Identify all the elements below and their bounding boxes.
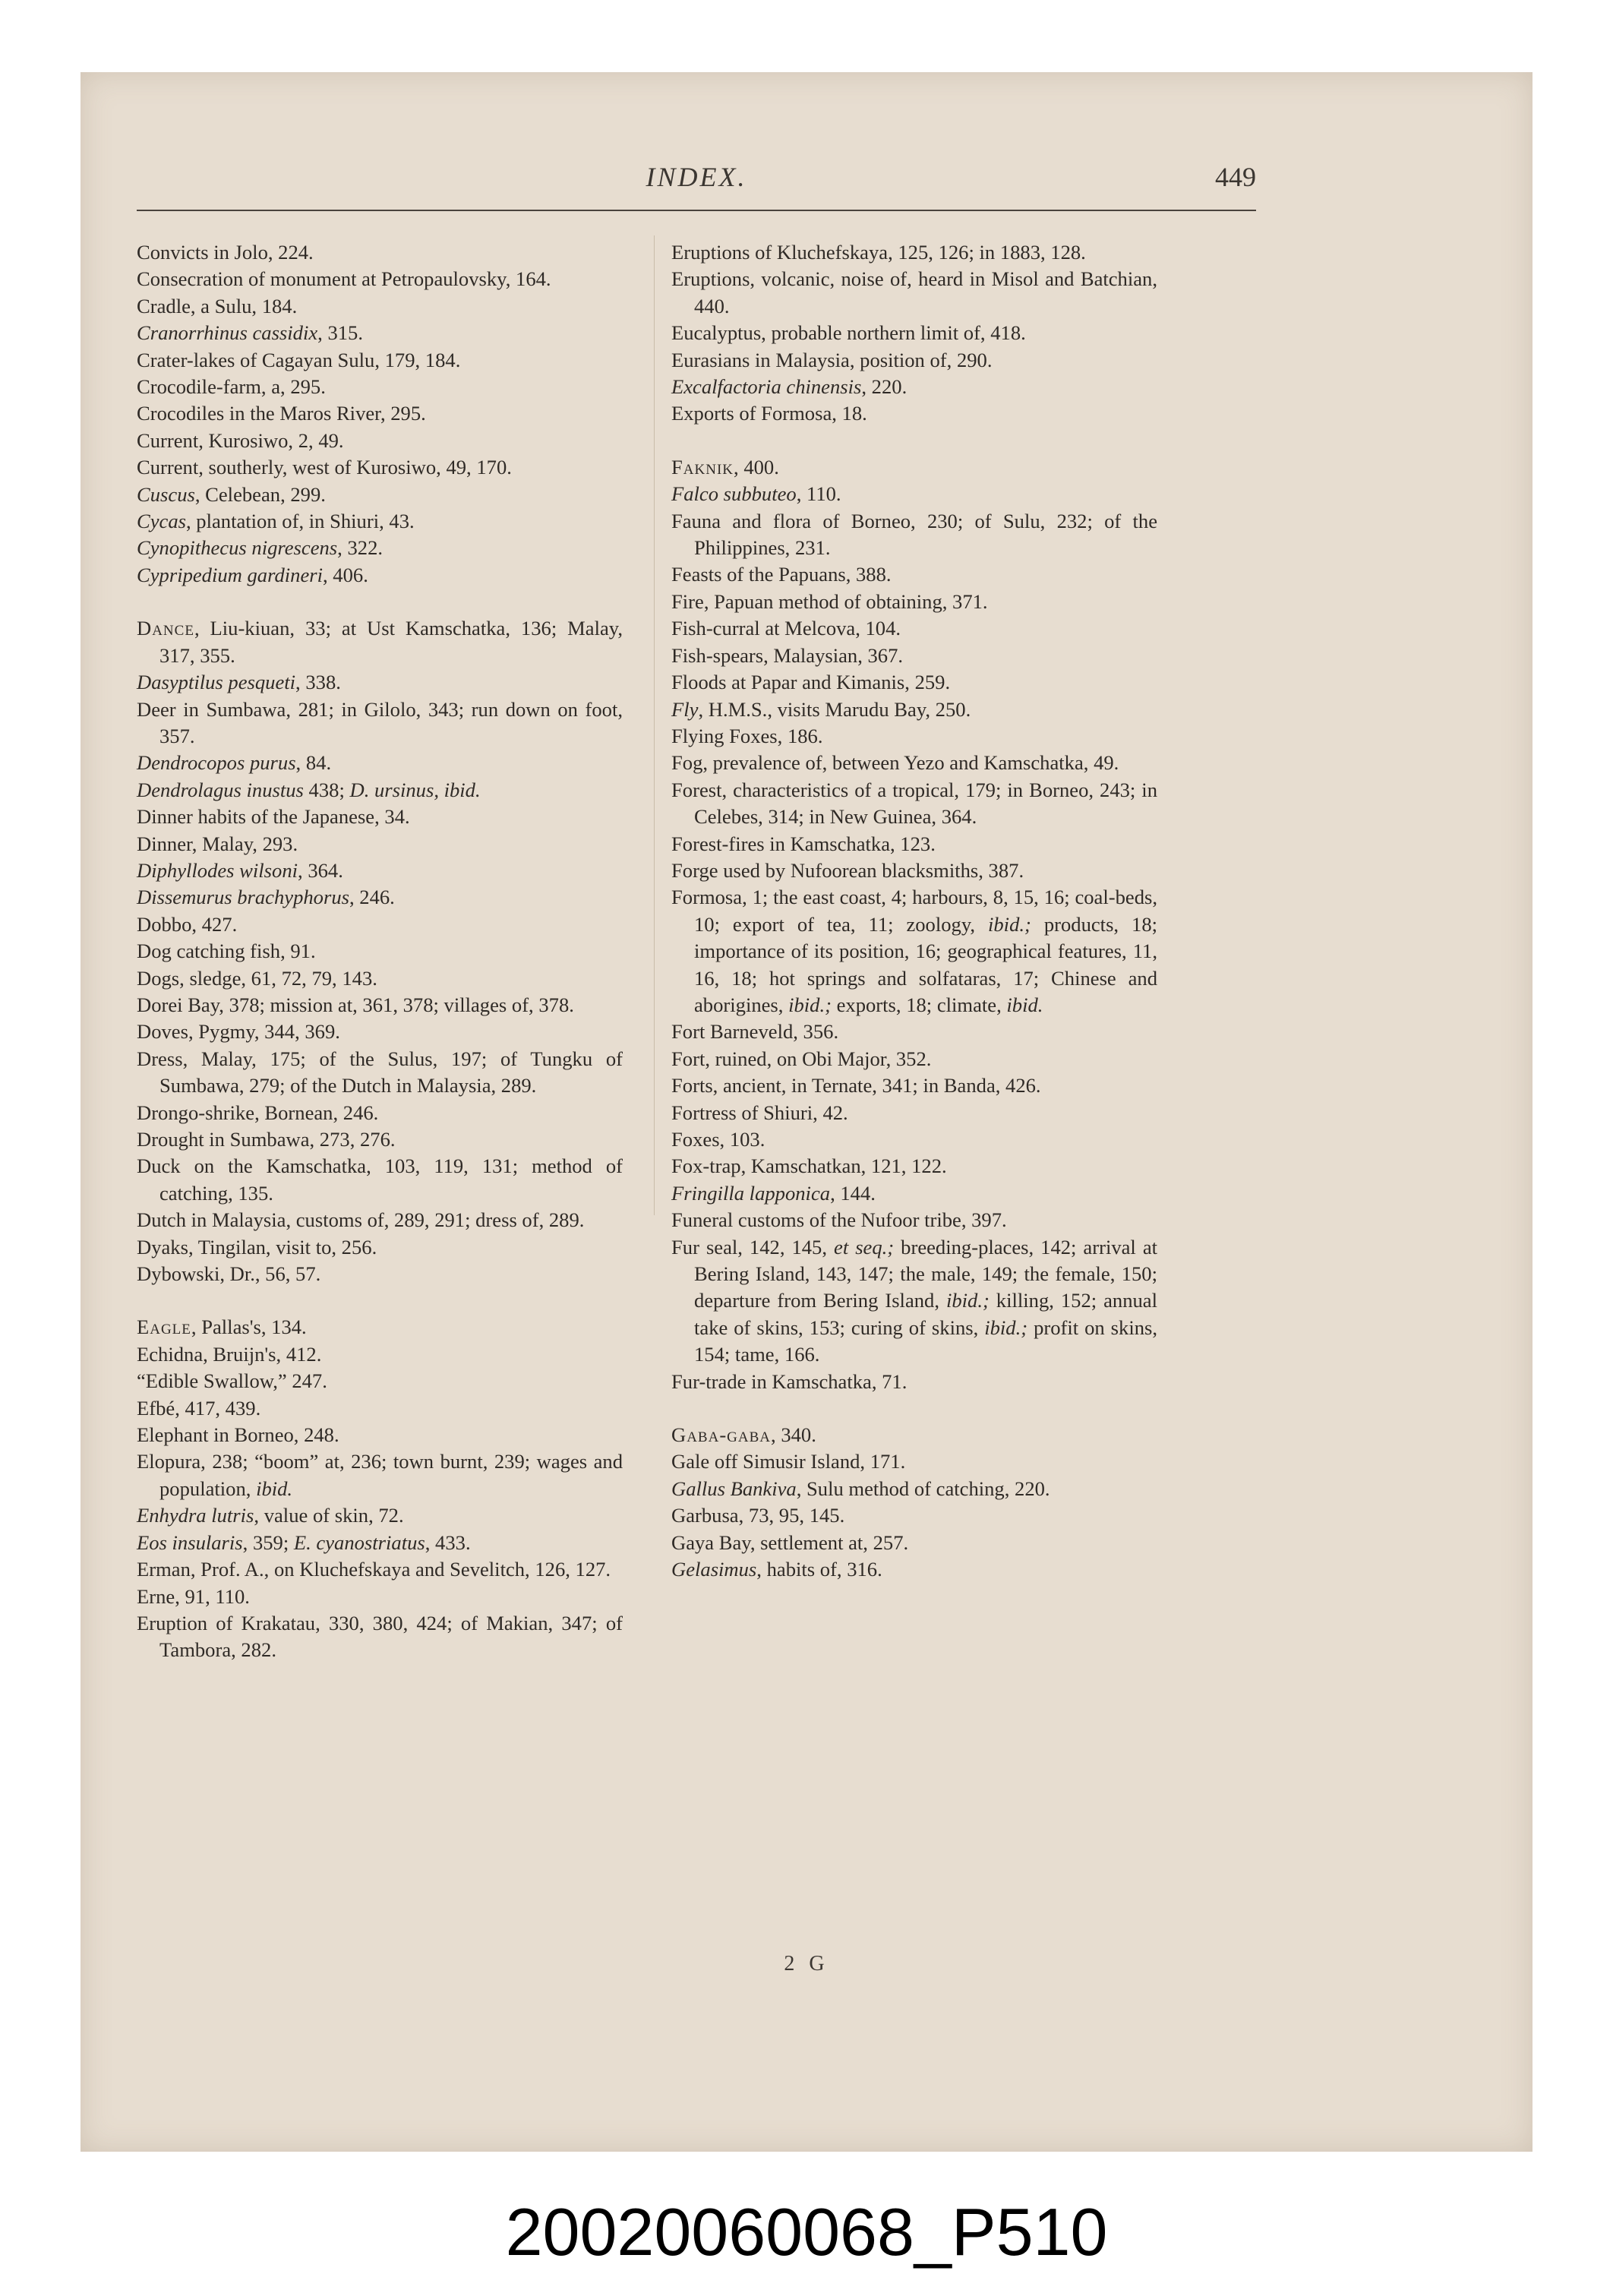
index-entry-text: , Liu-kiuan, 33; at Ust Kamschatka, 136; Malay, 317, 355.	[159, 617, 623, 667]
index-entry-text: Fox-trap, Kamschatkan, 121, 122.	[671, 1154, 947, 1178]
index-entry-text: Fort Barneveld, 356.	[671, 1020, 839, 1044]
index-entry-text: , 84.	[295, 751, 332, 775]
index-entry-text: , 338.	[295, 671, 341, 694]
index-entry-text: , 144.	[830, 1181, 876, 1205]
index-entry-text: Forge used by Nufoorean blacksmiths, 387.	[671, 858, 1024, 882]
index-entry	[671, 589, 1157, 615]
index-entry-text: Eruptions of Kluchefskaya, 125, 126; in 1883, 128.	[671, 241, 1086, 264]
index-entry	[137, 1448, 623, 1502]
index-entry	[671, 374, 1157, 400]
index-entry-text: Fur seal, 142, 145,	[671, 1235, 835, 1259]
index-entry	[137, 562, 623, 589]
index-entry-text: ibid.	[256, 1476, 293, 1500]
index-entry	[137, 320, 623, 346]
index-entry-text: Floods at Papar and Kimanis, 259.	[671, 671, 951, 694]
index-entry-text: , 110.	[796, 482, 841, 506]
index-entry-text: , value of skin, 72.	[254, 1504, 404, 1527]
index-entry	[671, 669, 1157, 696]
index-entry	[671, 1502, 1157, 1529]
index-entry-text: Dyaks, Tingilan, visit to, 256.	[137, 1235, 377, 1259]
index-entry-text: , 220.	[861, 375, 908, 399]
index-entry	[671, 615, 1157, 642]
index-entry	[671, 723, 1157, 750]
index-entry-text: , 315.	[317, 321, 363, 345]
index-entry-text: 438;	[303, 778, 350, 801]
index-entry	[137, 1153, 623, 1207]
index-entry	[137, 1395, 623, 1422]
index-entry	[137, 1234, 623, 1261]
index-entry-text: , 246.	[349, 886, 395, 909]
index-entry-text: E. cyanostriatus	[293, 1530, 425, 1554]
index-entry	[671, 1072, 1157, 1099]
index-entry-text: Excalfactoria chinensis	[671, 375, 862, 399]
index-entry-text: Dog catching fish, 91.	[137, 940, 316, 963]
index-entry-text: Enhydra lutris	[137, 1504, 254, 1527]
index-entry-text: Current, southerly, west of Kurosiwo, 49, 170.	[137, 456, 512, 479]
index-entry	[671, 1448, 1157, 1475]
index-column-left	[137, 239, 623, 1664]
index-entry	[671, 1180, 1157, 1207]
index-entry	[137, 400, 623, 427]
index-column-right	[671, 239, 1157, 1584]
index-entry	[671, 831, 1157, 857]
index-entry-text: Flying Foxes, 186.	[671, 724, 823, 747]
column-divider	[654, 235, 655, 1215]
signature-mark: 2 G	[784, 1952, 829, 1975]
index-entry-text: Crater-lakes of Cagayan Sulu, 179, 184.	[137, 348, 461, 371]
index-entry	[137, 428, 623, 454]
index-entry	[137, 777, 623, 804]
header-rule	[137, 210, 1256, 211]
index-entry-text: D. ursinus, ibid.	[349, 778, 481, 801]
index-entry	[137, 696, 623, 750]
index-entry	[671, 1100, 1157, 1126]
index-entry	[137, 508, 623, 535]
index-entry-text: Drongo-shrike, Bornean, 246.	[137, 1101, 379, 1124]
index-entry-text: Formosa, 1; the east coast, 4; harbours, 8, 15, 16; coal-beds, 10; export of tea, 11; zoology,	[671, 886, 1157, 936]
index-entry-text: breeding-places, 142; arrival at Bering Island, 143, 147; the male, 149; the female, 150; departure from Bering Island,	[694, 1235, 1158, 1312]
image-caption: 20020060068_P510	[505, 2194, 1108, 2269]
index-entry-text: Cypripedium gardineri	[137, 563, 323, 586]
index-entry-text: Eruptions, volcanic, noise of, heard in Misol and Batchian, 440.	[671, 267, 1157, 317]
index-entry-text: Dendrolagus inustus	[137, 778, 304, 801]
index-entry-text: Doves, Pygmy, 344, 369.	[137, 1020, 340, 1044]
index-entry-text: Feasts of the Papuans, 388.	[671, 563, 892, 586]
letter-section-gap	[671, 428, 1157, 454]
index-entry	[671, 1476, 1157, 1502]
index-entry-text: products, 18; importance of its position, 16; geographical features, 11, 16, 18; hot springs and solfataras, 17; Chinese and aborigines,	[694, 912, 1158, 1016]
index-entry	[671, 884, 1157, 1019]
index-entry	[137, 1314, 623, 1341]
index-entry	[671, 1369, 1157, 1395]
index-entry-text: ibid.;	[945, 1289, 990, 1312]
index-entry-text: Garbusa, 73, 95, 145.	[671, 1504, 845, 1527]
index-entry-text: Fur-trade in Kamschatka, 71.	[671, 1369, 908, 1393]
index-entry-text: Dybowski, Dr., 56, 57.	[137, 1262, 321, 1286]
index-entry-text: , 406.	[323, 563, 368, 586]
index-entry	[137, 374, 623, 400]
index-entry-text: , Pallas's, 134.	[191, 1315, 307, 1339]
index-entry	[671, 347, 1157, 374]
index-entry-text: Cynopithecus nigrescens	[137, 536, 338, 560]
index-entry	[671, 1019, 1157, 1045]
index-entry-text: Gale off Simusir Island, 171.	[671, 1450, 906, 1473]
index-entry-text: Fauna and flora of Borneo, 230; of Sulu, 232; of the Philippines, 231.	[671, 509, 1157, 560]
index-entry	[137, 831, 623, 857]
index-entry-text: Erne, 91, 110.	[137, 1584, 250, 1608]
index-entry-text: , 359;	[242, 1530, 294, 1554]
index-entry-text: Cuscus	[137, 482, 195, 506]
index-entry-text: , habits of, 316.	[756, 1558, 882, 1581]
index-entry	[671, 643, 1157, 669]
index-entry-text: Exports of Formosa, 18.	[671, 402, 867, 425]
index-entry-text: Gaba-gaba	[671, 1423, 772, 1447]
index-entry	[671, 1046, 1157, 1072]
index-entry	[137, 1530, 623, 1556]
index-entry-text: Current, Kurosiwo, 2, 49.	[137, 428, 344, 452]
index-entry-text: Crocodile-farm, a, 295.	[137, 375, 326, 399]
index-entry	[671, 777, 1157, 831]
index-entry	[671, 1207, 1157, 1233]
index-entry	[671, 508, 1157, 562]
index-entry-text: Falco subbuteo	[671, 482, 797, 506]
index-entry-text: Cycas	[137, 510, 186, 533]
index-entry-text: , Celebean, 299.	[194, 482, 326, 506]
index-entry-text: Erman, Prof. A., on Kluchefskaya and Sevelitch, 126, 127.	[137, 1558, 611, 1581]
index-entry-text: Dress, Malay, 175; of the Sulus, 197; of Tungku of Sumbawa, 279; of the Dutch in Malaysia, 289.	[137, 1047, 623, 1097]
index-entry-text: ibid.;	[988, 912, 1031, 936]
index-entry-text: Echidna, Bruijn's, 412.	[137, 1342, 322, 1366]
page-header	[137, 161, 1256, 207]
index-entry-text: , 322.	[337, 536, 384, 560]
index-entry-text: Deer in Sumbawa, 281; in Gilolo, 343; run down on foot, 357.	[137, 697, 623, 747]
index-entry-text: Efbé, 417, 439.	[137, 1396, 261, 1420]
index-entry	[137, 266, 623, 292]
index-entry-text: Fog, prevalence of, between Yezo and Kamschatka, 49.	[671, 751, 1119, 775]
index-entry-text: Eucalyptus, probable northern limit of, 418.	[671, 321, 1026, 345]
index-entry	[137, 965, 623, 992]
index-entry-text: Gallus Bankiva	[671, 1476, 797, 1500]
index-entry-text: , 340.	[771, 1423, 816, 1447]
index-entry	[671, 481, 1157, 507]
index-entry	[137, 938, 623, 965]
page-title: INDEX.	[646, 162, 747, 192]
index-entry	[671, 400, 1157, 427]
index-entry	[671, 750, 1157, 776]
index-entry	[671, 454, 1157, 481]
index-entry-text: Cranorrhinus cassidix	[137, 321, 318, 345]
index-entry-text: Forts, ancient, in Ternate, 341; in Banda, 426.	[671, 1074, 1041, 1097]
index-entry	[137, 1046, 623, 1100]
index-entry-text: Eos insularis	[137, 1530, 243, 1554]
index-entry	[137, 1584, 623, 1610]
index-entry	[137, 1261, 623, 1287]
index-entry-text: Diphyllodes wilsoni	[137, 858, 298, 882]
index-entry	[137, 1556, 623, 1583]
index-entry	[137, 884, 623, 911]
index-entry	[137, 1207, 623, 1233]
index-entry-text: Elopura, 238; “boom” at, 236; town burnt, 239; wages and population,	[137, 1450, 623, 1500]
index-entry	[671, 1153, 1157, 1180]
index-entry	[137, 911, 623, 938]
index-entry-text: et seq.;	[834, 1235, 895, 1259]
index-entry-text: Eagle	[137, 1315, 191, 1339]
index-entry	[671, 561, 1157, 588]
index-entry-text: Fort, ruined, on Obi Major, 352.	[671, 1047, 932, 1070]
index-entry	[137, 750, 623, 776]
index-entry-text: Cradle, a Sulu, 184.	[137, 294, 298, 317]
index-entry-text: Elephant in Borneo, 248.	[137, 1423, 339, 1447]
index-entry-text: Fish-spears, Malaysian, 367.	[671, 643, 904, 667]
index-entry-text: Faknik	[671, 455, 734, 478]
index-entry-text: Duck on the Kamschatka, 103, 119, 131; method of catching, 135.	[137, 1154, 623, 1205]
index-entry-text: Drought in Sumbawa, 273, 276.	[137, 1128, 396, 1151]
index-entry-text: ibid.;	[984, 1315, 1028, 1339]
index-entry	[671, 239, 1157, 266]
index-entry-text: Fire, Papuan method of obtaining, 371.	[671, 589, 988, 613]
index-entry-text: , H.M.S., visits Marudu Bay, 250.	[698, 697, 971, 721]
index-entry-text: ibid.	[1006, 993, 1043, 1016]
index-entry-text: , Sulu method of catching, 220.	[796, 1476, 1050, 1500]
index-entry-text: Dissemurus brachyphorus	[137, 886, 349, 909]
index-entry	[137, 857, 623, 884]
index-entry	[137, 482, 623, 508]
index-entry-text: “Edible Swallow,” 247.	[137, 1369, 327, 1393]
index-entry-text: Gaya Bay, settlement at, 257.	[671, 1530, 909, 1554]
index-entry-text: Eruption of Krakatau, 330, 380, 424; of Makian, 347; of Tambora, 282.	[137, 1611, 623, 1662]
index-entry-text: Dinner, Malay, 293.	[137, 832, 298, 855]
index-entry-text: Consecration of monument at Petropaulovsky, 164.	[137, 267, 551, 291]
index-entry-text: , 364.	[298, 858, 343, 882]
index-entry	[137, 992, 623, 1019]
index-entry	[671, 1234, 1157, 1369]
index-entry-text: Dogs, sledge, 61, 72, 79, 143.	[137, 966, 377, 990]
index-entry	[671, 1422, 1157, 1448]
index-entry	[137, 454, 623, 481]
index-entry-text: Dutch in Malaysia, customs of, 289, 291; dress of, 289.	[137, 1208, 585, 1232]
index-entry	[137, 535, 623, 561]
index-entry	[137, 1502, 623, 1529]
index-entry	[671, 320, 1157, 346]
index-entry-text: Dendrocopos purus	[137, 751, 296, 775]
index-entry-text: Fish-curral at Melcova, 104.	[671, 617, 901, 640]
index-entry	[137, 1019, 623, 1045]
index-entry	[137, 1126, 623, 1153]
index-entry	[137, 293, 623, 320]
index-entry	[137, 239, 623, 266]
letter-section-gap	[137, 589, 623, 615]
index-entry	[671, 1126, 1157, 1153]
index-entry-text: Dinner habits of the Japanese, 34.	[137, 805, 410, 829]
index-entry-text: killing, 152; annual take of skins, 153; curing of skins,	[694, 1289, 1157, 1339]
index-entry	[137, 669, 623, 696]
index-entry-text: profit on skins, 154; tame, 166.	[694, 1315, 1158, 1366]
index-entry	[137, 1422, 623, 1448]
index-entry-text: Eurasians in Malaysia, position of, 290.	[671, 348, 993, 371]
index-entry-text: Foxes, 103.	[671, 1128, 765, 1151]
index-entry-text: Fringilla lapponica	[671, 1181, 831, 1205]
letter-section-gap	[671, 1395, 1157, 1422]
index-entry	[137, 1368, 623, 1394]
page-number: 449	[1215, 162, 1256, 192]
index-entry	[137, 1100, 623, 1126]
letter-section-gap	[137, 1287, 623, 1314]
index-entry-text: Forest, characteristics of a tropical, 179; in Borneo, 243; in Celebes, 314; in New Guinea, 364.	[671, 778, 1157, 829]
index-entry	[671, 1556, 1157, 1583]
index-entry-text: , plantation of, in Shiuri, 43.	[186, 510, 415, 533]
index-entry	[137, 804, 623, 830]
index-entry	[671, 266, 1157, 320]
index-entry-text: Crocodiles in the Maros River, 295.	[137, 402, 426, 425]
index-entry-text: Convicts in Jolo, 224.	[137, 241, 314, 264]
index-entry-text: Fly	[671, 697, 699, 721]
index-entry-text: Dobbo, 427.	[137, 912, 238, 936]
index-entry	[137, 1341, 623, 1368]
index-entry-text: exports, 18; climate,	[831, 993, 1007, 1016]
index-entry	[137, 1610, 623, 1664]
index-entry-text: Forest-fires in Kamschatka, 123.	[671, 832, 936, 855]
index-entry	[137, 615, 623, 669]
index-entry	[671, 1530, 1157, 1556]
index-entry-text: Dance	[137, 617, 194, 640]
index-entry-text: Funeral customs of the Nufoor tribe, 397.	[671, 1208, 1007, 1232]
index-entry	[671, 696, 1157, 723]
index-entry	[671, 857, 1157, 884]
index-entry-text: , 400.	[734, 455, 779, 478]
index-entry-text: Dasyptilus pesqueti	[137, 671, 296, 694]
index-entry-text: Dorei Bay, 378; mission at, 361, 378; villages of, 378.	[137, 993, 574, 1016]
index-entry-text: Gelasimus	[671, 1558, 757, 1581]
index-entry	[137, 347, 623, 374]
index-entry-text: ibid.;	[788, 993, 832, 1016]
index-entry-text: , 433.	[425, 1530, 471, 1554]
index-entry-text: Fortress of Shiuri, 42.	[671, 1101, 848, 1124]
